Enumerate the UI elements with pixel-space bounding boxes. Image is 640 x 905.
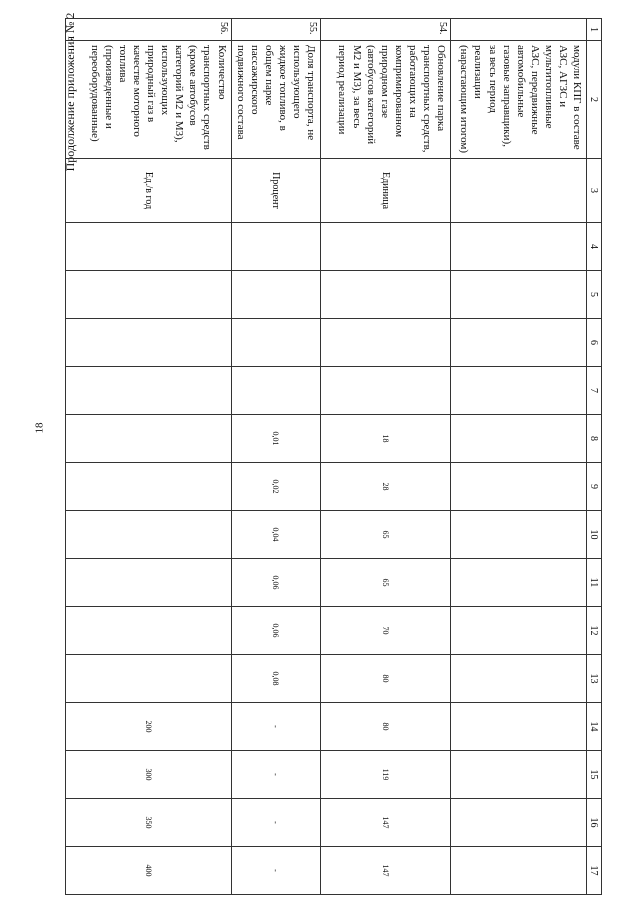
value-cell: - [231,799,320,847]
value-cell: 350 [65,799,231,847]
column-number-cell: 6 [587,319,602,367]
row-number-cell: 55. [231,19,320,41]
column-number-cell: 3 [587,159,602,223]
value-cell [231,319,320,367]
table-row [231,19,320,895]
value-cell [451,703,587,751]
value-cell: 80 [321,655,451,703]
indicator-name-cell: Обновление парка транспортных средств, работающих на компримированном природном газе (автобусов категорий М2 и М3), за весь период реализации [321,41,451,159]
column-number-cell: 13 [587,655,602,703]
indicator-name-cell: Доля транспорта, не использующего жидкое топливо, в общем парке пассажирского подвижного состава [231,41,320,159]
column-number-cell: 9 [587,463,602,511]
value-cell [451,847,587,895]
column-number-cell: 2 [587,41,602,159]
value-cell: 70 [321,607,451,655]
value-cell: 147 [321,799,451,847]
value-cell [451,319,587,367]
value-cell [65,559,231,607]
rotated-table-container [76,18,602,880]
value-cell: - [231,847,320,895]
value-cell [65,655,231,703]
value-cell: 18 [321,415,451,463]
column-number-cell: 14 [587,703,602,751]
value-cell: 0,04 [231,511,320,559]
value-cell: 0,06 [231,559,320,607]
table-row [65,19,231,895]
column-number-cell: 4 [587,223,602,271]
value-cell [65,607,231,655]
value-cell: 0,02 [231,463,320,511]
row-number-cell: 56. [65,19,231,41]
value-cell [451,463,587,511]
value-cell: 28 [321,463,451,511]
row-number-cell [451,19,587,41]
column-number-cell: 12 [587,607,602,655]
column-number-cell: 17 [587,847,602,895]
value-cell [451,799,587,847]
value-cell: 0,06 [231,607,320,655]
column-number-cell: 11 [587,559,602,607]
row-number-cell: 54. [321,19,451,41]
unit-cell: Ед./в год [65,159,231,223]
appendix-caption: Продолжение приложения № 2 [63,12,77,172]
value-cell: 400 [65,847,231,895]
value-cell [321,367,451,415]
value-cell [451,559,587,607]
value-cell [65,415,231,463]
value-cell [65,223,231,271]
value-cell [231,223,320,271]
column-number-row [587,19,602,895]
value-cell: 300 [65,751,231,799]
column-number-cell: 16 [587,799,602,847]
value-cell: - [231,703,320,751]
indicator-name-cell: Количество транспортных средств (кроме автобусов категорий М2 и М3), использующих природный газ в качестве моторного топлива (произведенные и переоборудованные) [65,41,231,159]
indicators-table [65,18,602,895]
value-cell [321,223,451,271]
value-cell [451,223,587,271]
value-cell: 0,01 [231,415,320,463]
value-cell [451,607,587,655]
value-cell [231,271,320,319]
value-cell [451,751,587,799]
page-number: 18 [33,422,46,434]
value-cell [451,655,587,703]
table-row [451,19,587,895]
table-body [65,19,601,895]
value-cell [65,319,231,367]
table-row [321,19,451,895]
value-cell [65,463,231,511]
value-cell [65,367,231,415]
column-number-cell: 5 [587,271,602,319]
value-cell: 80 [321,703,451,751]
value-cell [321,271,451,319]
value-cell: 0,08 [231,655,320,703]
value-cell [451,415,587,463]
column-number-cell: 15 [587,751,602,799]
column-number-cell: 1 [587,19,602,41]
column-number-cell: 7 [587,367,602,415]
value-cell [65,271,231,319]
value-cell: 65 [321,559,451,607]
value-cell: 65 [321,511,451,559]
unit-cell: Единица [321,159,451,223]
value-cell [451,511,587,559]
value-cell [231,367,320,415]
unit-cell: Процент [231,159,320,223]
value-cell [321,319,451,367]
value-cell: 119 [321,751,451,799]
column-number-cell: 10 [587,511,602,559]
value-cell: 147 [321,847,451,895]
column-number-cell: 8 [587,415,602,463]
value-cell: - [231,751,320,799]
value-cell [451,367,587,415]
unit-cell [451,159,587,223]
value-cell: 200 [65,703,231,751]
value-cell [451,271,587,319]
value-cell [65,511,231,559]
indicator-name-cell: модули КПГ в составе АЗС, АГЗС и мультитопливные АЗС, передвижные автомобильные газовые заправщики), за весь период реализации (нарастающим итогом) [451,41,587,159]
